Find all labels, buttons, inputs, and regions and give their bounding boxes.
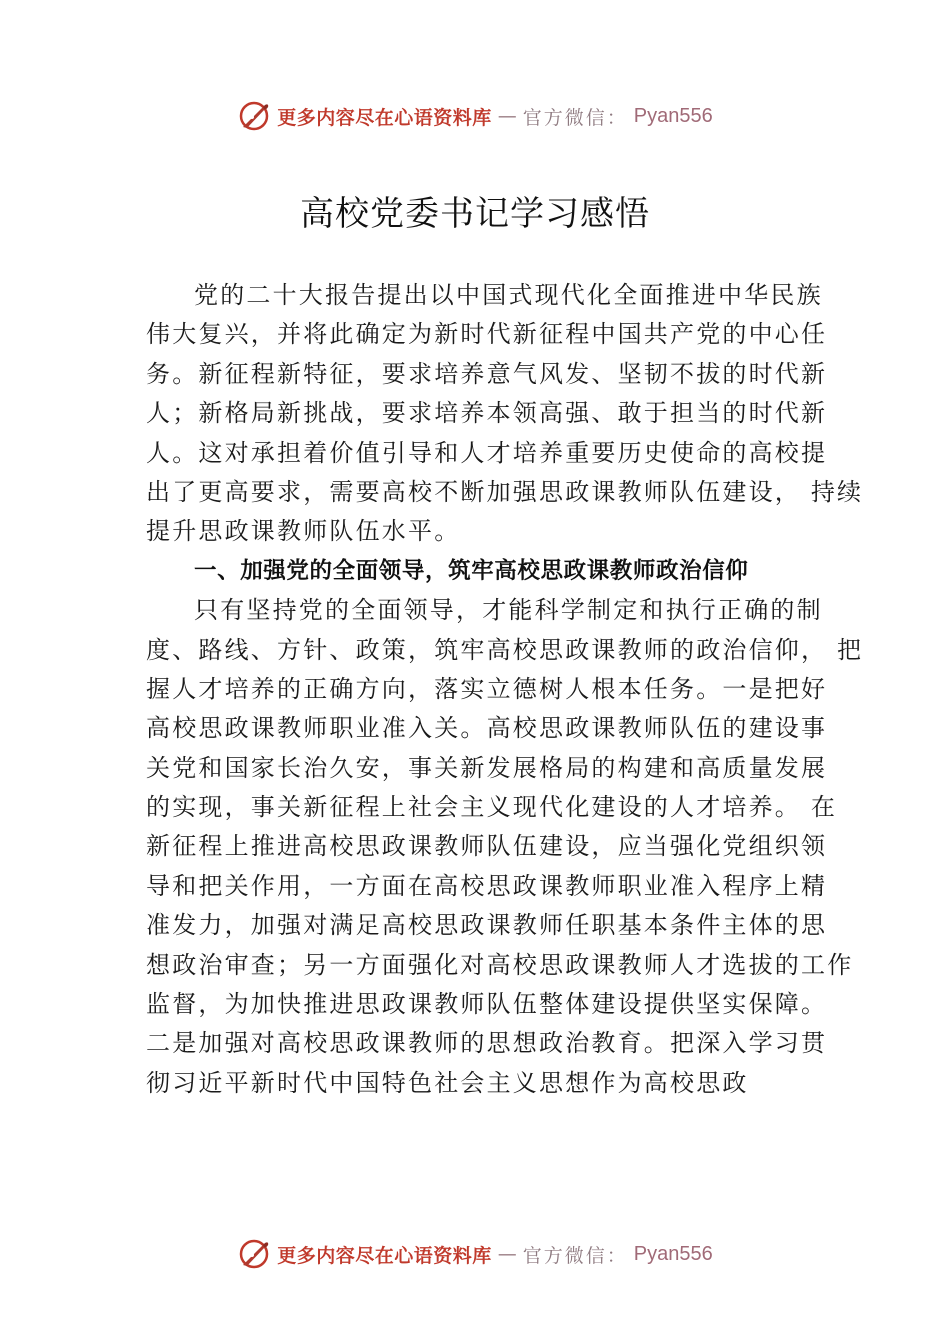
- wechat-id: Pyan556: [633, 1242, 713, 1265]
- wechat-label: 官方微信：: [522, 106, 628, 129]
- banner-separator: —: [497, 105, 517, 127]
- text-line: 新征程上推进高校思政课教师队伍建设，应当强化党组织领: [146, 832, 828, 861]
- text-line: 握人才培养的正确方向，落实立德树人根本任务。一是把好: [146, 674, 828, 703]
- text-line: 只有坚持党的全面领导，才能科学制定和执行正确的制: [194, 596, 823, 625]
- section-heading: 一、加强党的全面领导，筑牢高校思政课教师政治信仰: [194, 557, 749, 584]
- text-line: 出了更高要求，需要高校不断加强思政课教师队伍建设， 持续: [146, 477, 864, 506]
- text-line: 高校思政课教师职业准入关。高校思政课教师队伍的建设事: [146, 714, 828, 743]
- text-line: 彻习近平新时代中国特色社会主义思想作为高校思政: [146, 1068, 749, 1097]
- text-line: 导和把关作用，一方面在高校思政课教师职业准入程序上精: [146, 871, 828, 900]
- text-line: 想政治审查；另一方面强化对高校思政课教师人才选拔的工作: [146, 950, 854, 979]
- quill-logo-icon: [237, 99, 271, 133]
- wechat-label: 官方微信：: [522, 1244, 628, 1267]
- text-line: 准发力，加强对满足高校思政课教师任职基本条件主体的思: [146, 911, 828, 940]
- banner-separator: —: [497, 1243, 517, 1265]
- text-line: 人。这对承担着价值引导和人才培养重要历史使命的高校提: [146, 438, 828, 467]
- text-line: 务。新征程新特征，要求培养意气风发、坚韧不拔的时代新: [146, 359, 828, 388]
- text-line: 人；新格局新挑战，要求培养本领高强、敢于担当的时代新: [146, 399, 828, 428]
- text-line: 关党和国家长治久安，事关新发展格局的构建和高质量发展: [146, 753, 828, 782]
- wechat-id: Pyan556: [633, 104, 713, 127]
- library-name: 更多内容尽在心语资料库: [277, 1244, 492, 1267]
- text-line: 的实现，事关新征程上社会主义现代化建设的人才培养。 在: [146, 793, 838, 822]
- quill-logo-icon: [237, 1237, 271, 1271]
- text-line: 提升思政课教师队伍水平。: [146, 517, 461, 546]
- text-line: 度、路线、方针、政策，筑牢高校思政课教师的政治信仰， 把: [146, 635, 864, 664]
- header-banner: [0, 96, 950, 136]
- text-line: 党的二十大报告提出以中国式现代化全面推进中华民族: [194, 281, 823, 309]
- document-title: 高校党委书记学习感悟: [300, 194, 650, 234]
- library-name: 更多内容尽在心语资料库: [277, 106, 492, 129]
- text-line: 二是加强对高校思政课教师的思想政治教育。把深入学习贯: [146, 1029, 828, 1058]
- document-body: [146, 276, 864, 1103]
- text-line: 监督，为加快推进思政课教师队伍整体建设提供坚实保障。: [146, 990, 828, 1019]
- text-line: 伟大复兴，并将此确定为新时代新征程中国共产党的中心任: [146, 320, 828, 349]
- footer-banner: [0, 1234, 950, 1274]
